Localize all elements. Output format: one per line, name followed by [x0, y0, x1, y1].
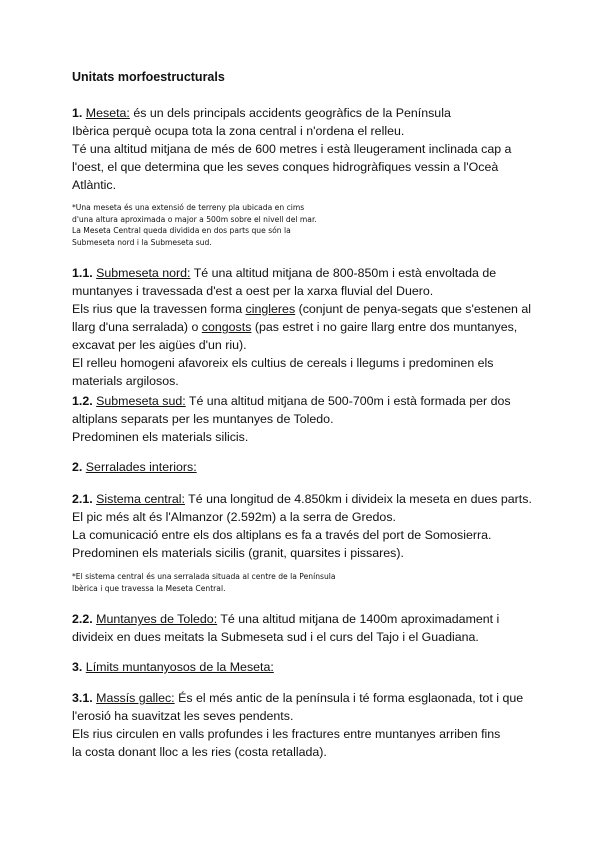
footnote-meseta: [72, 202, 472, 248]
section-term: Submeseta sud:: [96, 394, 186, 408]
section-line-1: [72, 264, 572, 282]
note-line: d'una altura aproximada o major a 500m sobre el nivell del mar.: [72, 214, 317, 224]
section-meseta-line-1: [72, 104, 572, 122]
section-term: Sistema central:: [96, 492, 185, 506]
paragraph-line: [72, 300, 572, 318]
note-line: *El sistema central és una serralada situada al centre de la Península: [72, 572, 336, 581]
text: Té una longitud de 4.850km i divideix la meseta en dues parts.: [184, 492, 532, 506]
text: és un dels principals accidents geogràfics de la Península: [129, 106, 451, 120]
paragraph-line: Ibèrica perquè ocupa tota la zona central i n'ordena el relleu.: [72, 124, 405, 138]
section-submeseta-sud: [72, 392, 572, 446]
paragraph-line: la costa donant lloc a les ries (costa retallada).: [72, 745, 327, 759]
paragraph-line: muntanyes i travessada d'est a oest per la xarxa fluvial del Duero.: [72, 284, 434, 298]
term-cingleres: cingleres: [245, 302, 296, 316]
paragraph-line: materials argilosos.: [72, 374, 179, 388]
section-term: Límits muntanyosos de la Meseta:: [85, 660, 274, 674]
section-line-1: [72, 689, 572, 707]
paragraph-line: Predominen els materials sicilis (granit, quarsites i pissares).: [72, 546, 404, 560]
section-serralades-interiors: [72, 458, 572, 476]
footnote-sistema-central: [72, 571, 472, 594]
term-congosts: congosts: [201, 320, 252, 334]
note-line: Submeseta nord i la Submeseta sud.: [72, 237, 212, 247]
section-massis-gallec: [72, 689, 572, 761]
paragraph-line: Els rius circulen en valls profundes i les fractures entre muntanyes arriben fins: [72, 727, 501, 741]
section-number: 3.: [72, 660, 83, 674]
section-number: 2.2.: [72, 612, 93, 626]
text: Té una altitud mitjana de 800-850m i està envoltada de: [190, 266, 497, 280]
paragraph-line: La comunicació entre els dos altiplans es fa a través del port de Somosierra.: [72, 528, 492, 542]
document-title: Unitats morfoestructurals: [72, 70, 225, 84]
paragraph-line: altiplans separats per les muntanyes de Toledo.: [72, 412, 334, 426]
section-meseta: [72, 104, 572, 194]
section-number: 1.2.: [72, 394, 93, 408]
section-term: Serralades interiors:: [85, 460, 197, 474]
section-term: Massís gallec:: [96, 691, 175, 705]
paragraph-line: Té una altitud mitjana de més de 600 metres i està lleugerament inclinada cap a: [72, 142, 512, 156]
section-submeseta-nord: [72, 264, 572, 390]
text: (pas estret i no gaire llarg entre dos muntanyes,: [251, 320, 518, 334]
text: (conjunt de penya-segats que s'estenen al: [295, 302, 532, 316]
section-line-1: [72, 490, 572, 508]
section-number: 1.: [72, 106, 83, 120]
section-heading: [72, 658, 572, 676]
paragraph-line: l'erosió ha suavitzat les seves pendents.: [72, 709, 294, 723]
paragraph-line: Predominen els materials silicis.: [72, 430, 249, 444]
section-muntanyes-toledo: [72, 610, 572, 646]
paragraph-line: divideix en dues meitats la Submeseta sud i el curs del Tajo i el Guadiana.: [72, 630, 479, 644]
section-number: 2.: [72, 460, 83, 474]
paragraph-line: Atlàntic.: [72, 178, 117, 192]
text: llarg d'una serralada) o: [72, 320, 202, 334]
text: És el més antic de la península i té forma esglaonada, tot i que: [174, 691, 524, 705]
text: Té una altitud mitjana de 1400m aproximadament i: [217, 612, 500, 626]
paragraph-line: El pic més alt és l'Almanzor (2.592m) a la serra de Gredos.: [72, 510, 396, 524]
section-number: 1.1.: [72, 266, 93, 280]
paragraph-line: [72, 318, 572, 336]
text: Els rius que la travessen forma: [72, 302, 246, 316]
section-line-1: [72, 610, 572, 628]
note-line: La Meseta Central queda dividida en dos parts que són la: [72, 226, 291, 235]
section-term: Muntanyes de Toledo:: [96, 612, 218, 626]
note-line: Ibèrica i que travessa la Meseta Central.: [72, 583, 226, 593]
section-number: 2.1.: [72, 492, 93, 506]
section-number: 3.1.: [72, 691, 93, 705]
section-term: Submeseta nord:: [96, 266, 191, 280]
paragraph-line: excavat per les aigües d'un riu).: [72, 338, 247, 352]
paragraph-line: l'oest, el que determina que les seves conques hidrogràfiques vessin a l'Oceà: [72, 160, 499, 174]
note-line: *Una meseta és una extensió de terreny pla ubicada en cims: [72, 203, 305, 212]
section-limits-muntanyosos: [72, 658, 572, 676]
text: Té una altitud mitjana de 500-700m i està formada per dos: [185, 394, 511, 408]
section-heading: [72, 458, 572, 476]
section-term: Meseta:: [85, 106, 130, 120]
section-line-1: [72, 392, 572, 410]
paragraph-line: El relleu homogeni afavoreix els cultius de cereals i llegums i predominen els: [72, 356, 494, 370]
section-sistema-central: [72, 490, 572, 562]
